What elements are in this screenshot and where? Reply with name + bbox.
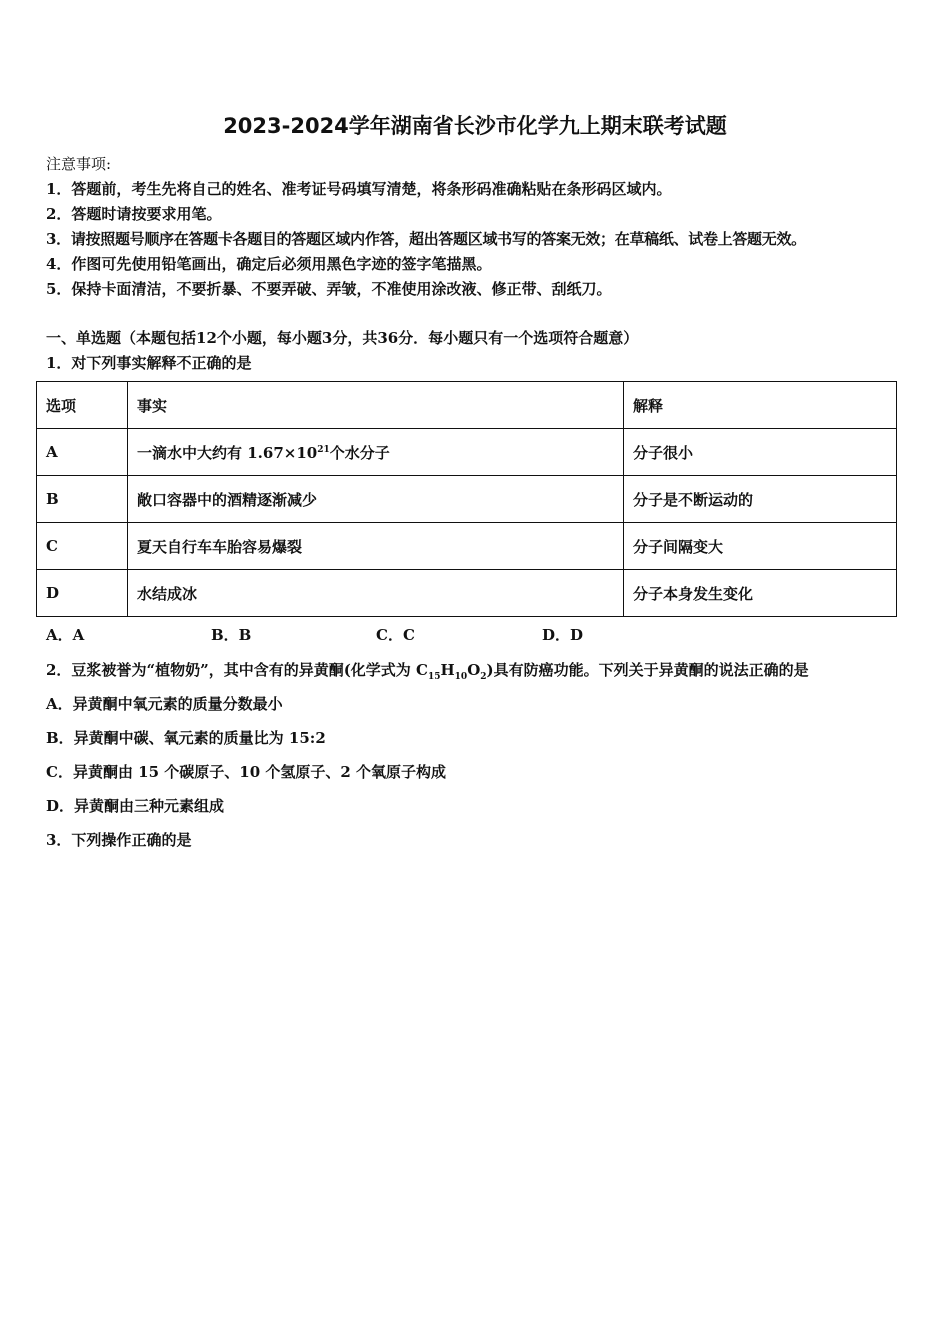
notice-item: 4．作图可先使用铅笔画出，确定后必须用黑色字迹的签字笔描黑。	[46, 255, 492, 273]
question-3-stem: 3．下列操作正确的是	[46, 831, 192, 849]
row-option: D	[37, 570, 128, 617]
formula-subscript: 2	[480, 672, 487, 682]
row-explanation: 分子本身发生变化	[624, 570, 897, 617]
row-fact: 敞口容器中的酒精逐渐减少	[128, 476, 624, 523]
answer-option-d[interactable]: D．D	[542, 626, 584, 644]
formula-subscript: 15	[427, 672, 441, 682]
row-fact: 夏天自行车车胎容易爆裂	[128, 523, 624, 570]
header-fact: 事实	[128, 382, 624, 429]
answer-option-c[interactable]: C．C	[376, 626, 415, 644]
formula-element: H	[440, 661, 455, 679]
notice-item: 2．答题时请按要求用笔。	[46, 205, 222, 223]
answer-option-b[interactable]: B．B	[211, 626, 252, 644]
answer-option-d[interactable]: D．异黄酮由三种元素组成	[46, 797, 225, 815]
notice-item: 3．请按照题号顺序在答题卡各题目的答题区域内作答，超出答题区域书写的答案无效；在草稿纸、试卷上答题无效。	[46, 230, 806, 248]
q2-stem-text: 2．豆浆被誉为“植物奶”，其中含有的异黄酮(化学式为 C	[46, 661, 428, 679]
row-option: B	[37, 476, 128, 523]
row-option: C	[37, 523, 128, 570]
facts-table	[36, 381, 897, 617]
row-fact: 水结成冰	[128, 570, 624, 617]
table-row	[37, 523, 897, 570]
formula-element: O	[467, 661, 481, 679]
question-2-stem	[46, 659, 809, 682]
fact-text: 一滴水中大约有 1.67×10	[137, 443, 318, 462]
header-explanation: 解释	[624, 382, 897, 429]
section-heading: 一、单选题（本题包括12个小题，每小题3分，共36分．每小题只有一个选项符合题意）	[46, 329, 639, 347]
row-explanation: 分子间隔变大	[624, 523, 897, 570]
notice-item: 5．保持卡面清洁，不要折暴、不要弄破、弄皱，不准使用涂改液、修正带、刮纸刀。	[46, 280, 612, 298]
exam-title: 2023-2024学年湖南省长沙市化学九上期末联考试题	[223, 114, 727, 138]
table-row	[37, 429, 897, 476]
notice-heading: 注意事项:	[46, 155, 112, 173]
header-option: 选项	[37, 382, 128, 429]
answer-option-a[interactable]: A．异黄酮中氧元素的质量分数最小	[46, 695, 283, 713]
row-fact	[128, 429, 624, 476]
row-explanation: 分子是不断运动的	[624, 476, 897, 523]
answer-option-c[interactable]: C．异黄酮由 15 个碳原子、10 个氢原子、2 个氧原子构成	[46, 763, 447, 781]
row-explanation: 分子很小	[624, 429, 897, 476]
fact-exponent: 21	[317, 444, 330, 455]
answer-option-a[interactable]: A．A	[46, 626, 85, 644]
notice-item: 1．答题前，考生先将自己的姓名、准考证号码填写清楚，将条形码准确粘贴在条形码区域内。	[46, 180, 672, 198]
row-option: A	[37, 429, 128, 476]
formula-subscript: 10	[454, 672, 468, 682]
table-header-row	[37, 382, 897, 429]
question-1-stem: 1．对下列事实解释不正确的是	[46, 354, 252, 372]
table-row	[37, 570, 897, 617]
fact-text-suffix: 个水分子	[329, 443, 390, 462]
q2-stem-suffix: )具有防癌功能。下列关于异黄酮的说法正确的是	[486, 661, 809, 679]
table-row	[37, 476, 897, 523]
answer-option-b[interactable]: B．异黄酮中碳、氧元素的质量比为 15:2	[46, 729, 326, 747]
